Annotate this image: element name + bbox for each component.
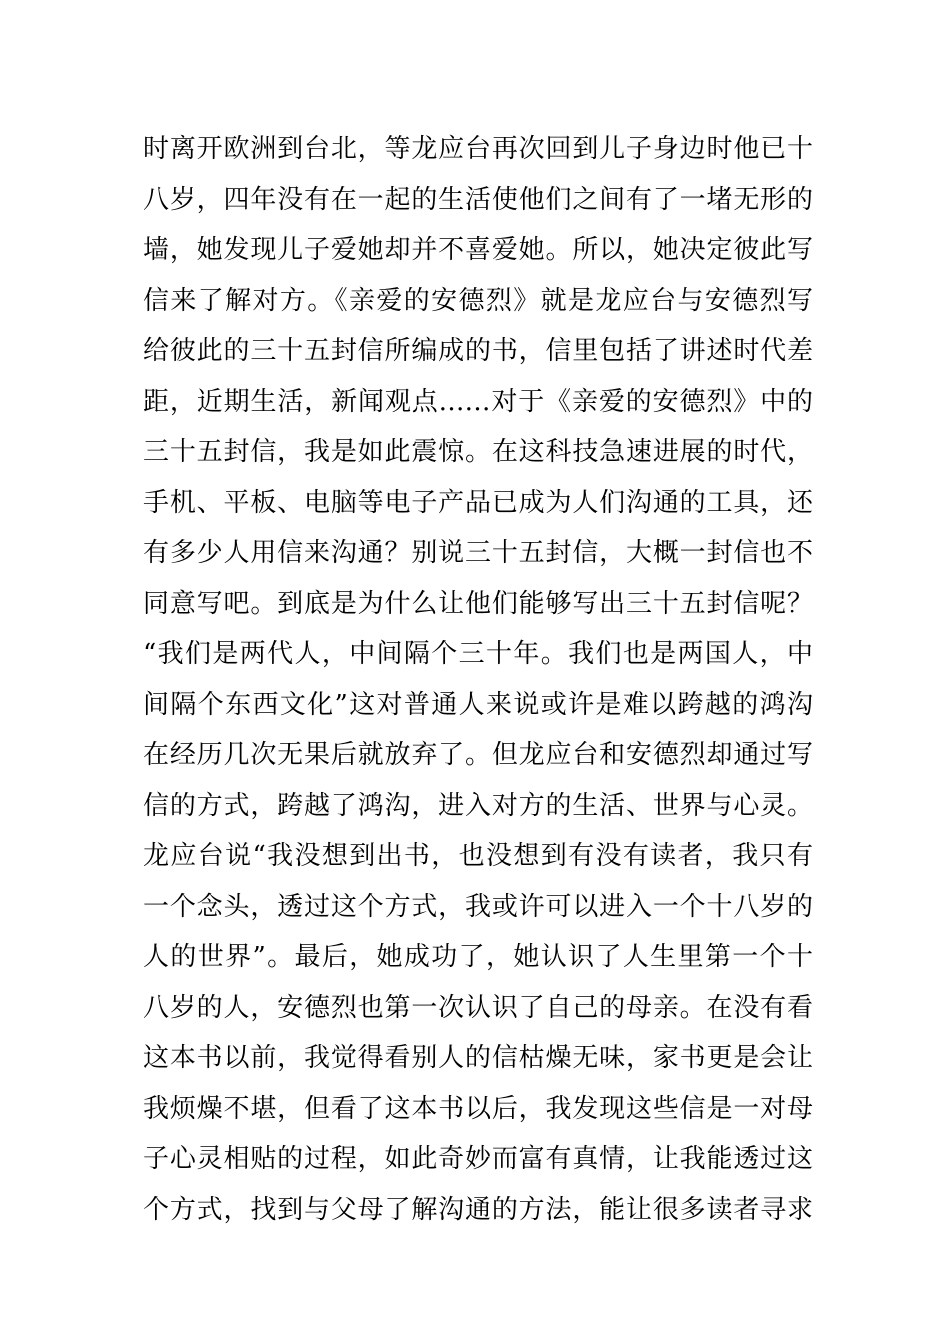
text-line: 一个念头，透过这个方式，我或许可以进入一个十八岁的 [143,891,813,922]
text-line: 同意写吧。到底是为什么让他们能够写出三十五封信呢？ [143,588,813,619]
text-line: 八岁，四年没有在一起的生活使他们之间有了一堵无形的 [143,184,813,215]
text-line: 给彼此的三十五封信所编成的书，信里包括了讲述时代差 [143,336,813,366]
body-text [143,124,813,1235]
text-line: 距，近期生活，新闻观点……对于《亲爱的安德烈》中的 [143,386,813,417]
text-line: 信的方式，跨越了鸿沟，进入对方的生活、世界与心灵。 [143,790,813,821]
text-line: 信来了解对方。《亲爱的安德烈》就是龙应台与安德烈写 [143,285,813,316]
text-line: 个方式，找到与父母了解沟通的方法，能让很多读者寻求 [143,1194,813,1225]
text-line: “我们是两代人，中间隔个三十年。我们也是两国人，中 [143,639,813,669]
text-line: 时离开欧洲到台北，等龙应台再次回到儿子身边时他已十 [143,134,813,164]
text-line: 这本书以前，我觉得看别人的信枯燥无味，家书更是会让 [143,1043,813,1073]
text-line: 八岁的人，安德烈也第一次认识了自己的母亲。在没有看 [143,992,813,1023]
text-line: 有多少人用信来沟通？别说三十五封信，大概一封信也不 [143,538,813,568]
text-line: 在经历几次无果后就放弃了。但龙应台和安德烈却通过写 [143,740,813,770]
text-line: 人的世界”。最后，她成功了，她认识了人生里第一个十 [143,942,813,972]
text-line: 我烦燥不堪，但看了这本书以后，我发现这些信是一对母 [143,1093,813,1124]
text-line: 墙，她发现儿子爱她却并不喜爱她。所以，她决定彼此写 [143,235,813,265]
text-line: 手机、平板、电脑等电子产品已成为人们沟通的工具，还 [143,487,813,518]
text-line: 间隔个东西文化”这对普通人来说或许是难以跨越的鸿沟 [143,689,813,720]
text-line: 三十五封信，我是如此震惊。在这科技急速进展的时代， [143,437,813,467]
text-line: 子心灵相贴的过程，如此奇妙而富有真情，让我能透过这 [143,1144,813,1174]
text-line: 龙应台说“我没想到出书，也没想到有没有读者，我只有 [143,841,813,871]
